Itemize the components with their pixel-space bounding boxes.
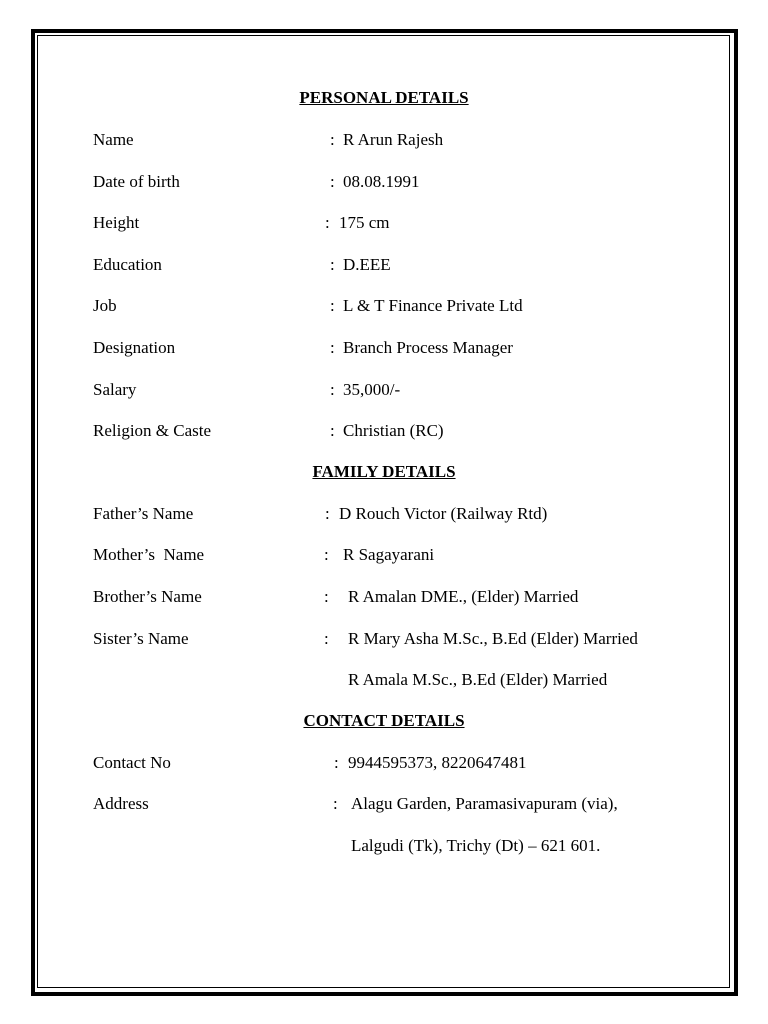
mother-name-label: Mother’s Name [93, 545, 205, 564]
sister-name-value: R Mary Asha M.Sc., B.Ed (Elder) Married [348, 629, 638, 648]
separator: : [330, 255, 335, 274]
separator: : [330, 338, 335, 357]
education-value: D.EEE [343, 255, 391, 274]
height-value: 175 cm [339, 213, 390, 232]
address-value-2: Lalgudi (Tk), Trichy (Dt) – 621 601. [351, 836, 601, 855]
contact-no-value: 9944595373, 8220647481 [348, 753, 527, 772]
salary-value: 35,000/- [343, 380, 401, 399]
name-label: Name [93, 130, 134, 149]
separator: : [330, 421, 335, 440]
contact-no-label: Contact No [93, 753, 171, 772]
separator: : [330, 130, 335, 149]
designation-label: Designation [93, 338, 176, 357]
separator: : [324, 587, 329, 606]
job-value: L & T Finance Private Ltd [343, 296, 523, 315]
brother-name-label: Brother’s Name [93, 587, 202, 606]
separator: : [325, 213, 330, 232]
salary-label: Salary [93, 380, 137, 399]
name-value: R Arun Rajesh [343, 130, 444, 149]
brother-name-value: R Amalan DME., (Elder) Married [348, 587, 579, 606]
religion-label: Religion & Caste [93, 421, 212, 440]
father-name-value: D Rouch Victor (Railway Rtd) [339, 504, 548, 523]
separator: : [334, 753, 339, 772]
family-details-heading: FAMILY DETAILS [312, 462, 456, 481]
education-label: Education [93, 255, 162, 274]
address-value: Alagu Garden, Paramasivapuram (via), [351, 794, 618, 813]
sister-name-label: Sister’s Name [93, 629, 189, 648]
separator: : [325, 504, 330, 523]
separator: : [330, 296, 335, 315]
mother-name-value: R Sagayarani [343, 545, 435, 564]
job-label: Job [93, 296, 117, 315]
separator: : [324, 545, 329, 564]
address-label: Address [93, 794, 149, 813]
separator: : [333, 794, 338, 813]
sister-name-value-2: R Amala M.Sc., B.Ed (Elder) Married [348, 670, 608, 689]
height-label: Height [93, 213, 140, 232]
separator: : [324, 629, 329, 648]
separator: : [330, 380, 335, 399]
designation-value: Branch Process Manager [343, 338, 513, 357]
dob-label: Date of birth [93, 172, 180, 191]
dob-value: 08.08.1991 [343, 172, 420, 191]
contact-details-heading: CONTACT DETAILS [303, 711, 465, 730]
separator: : [330, 172, 335, 191]
personal-details-heading: PERSONAL DETAILS [299, 88, 469, 107]
religion-value: Christian (RC) [343, 421, 444, 440]
father-name-label: Father’s Name [93, 504, 194, 523]
